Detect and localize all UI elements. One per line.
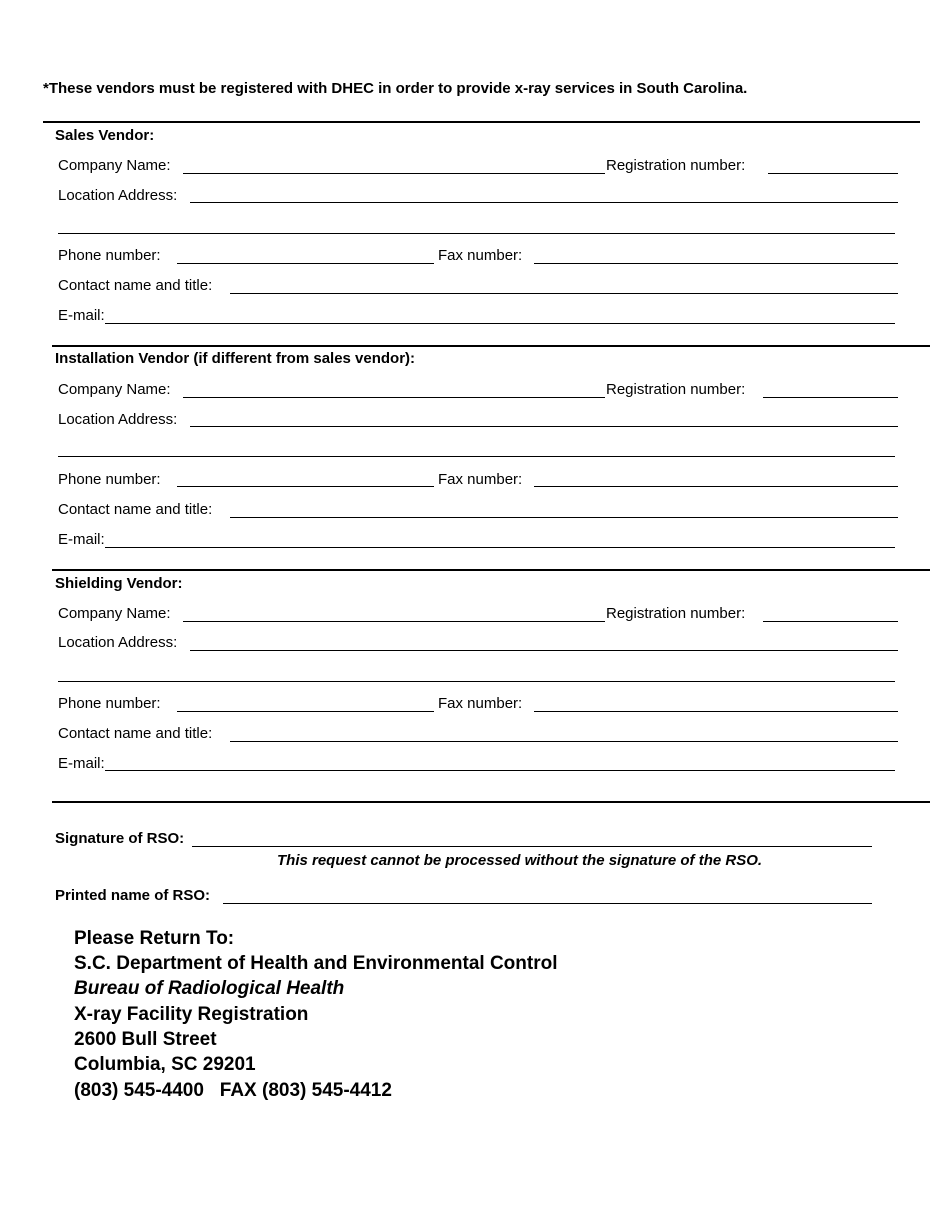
shielding-registration-number-label: Registration number: — [606, 605, 746, 622]
rso-printed-name-label: Printed name of RSO: — [55, 887, 211, 904]
shielding-phone-number-field[interactable] — [177, 711, 434, 712]
installation-fax-number-field[interactable] — [534, 486, 898, 487]
shielding-vendor-title: Shielding Vendor: — [55, 575, 183, 592]
section-divider — [52, 345, 930, 347]
sales-fax-number-label: Fax number: — [438, 247, 523, 264]
shielding-company-name-field[interactable] — [183, 621, 605, 622]
sales-location-address-field-line2[interactable] — [58, 233, 895, 234]
installation-company-name-label: Company Name: — [58, 381, 171, 398]
signature-requirement-note: This request cannot be processed without the signature of the RSO. — [277, 852, 763, 869]
shielding-contact-name-label: Contact name and title: — [58, 725, 213, 742]
installation-location-address-field-line2[interactable] — [58, 456, 895, 457]
section-divider — [52, 801, 930, 803]
return-bureau: Bureau of Radiological Health — [74, 978, 345, 999]
sales-phone-number-field[interactable] — [177, 263, 434, 264]
return-unit: X-ray Facility Registration — [74, 1004, 309, 1025]
shielding-registration-number-field[interactable] — [763, 621, 898, 622]
shielding-company-name-label: Company Name: — [58, 605, 171, 622]
installation-vendor-title: Installation Vendor (if different from sales vendor): — [55, 350, 416, 367]
installation-phone-number-label: Phone number: — [58, 471, 161, 488]
shielding-location-address-label: Location Address: — [58, 634, 178, 651]
installation-registration-number-field[interactable] — [763, 397, 898, 398]
installation-email-field[interactable] — [105, 547, 895, 548]
sales-contact-name-label: Contact name and title: — [58, 277, 213, 294]
sales-fax-number-field[interactable] — [534, 263, 898, 264]
return-street: 2600 Bull Street — [74, 1029, 217, 1050]
sales-registration-number-label: Registration number: — [606, 157, 746, 174]
installation-company-name-field[interactable] — [183, 397, 605, 398]
sales-email-label: E-mail: — [58, 307, 105, 324]
shielding-email-label: E-mail: — [58, 755, 105, 772]
installation-phone-number-field[interactable] — [177, 486, 434, 487]
shielding-fax-number-field[interactable] — [534, 711, 898, 712]
sales-phone-number-label: Phone number: — [58, 247, 161, 264]
rso-printed-name-field[interactable] — [223, 903, 872, 904]
registration-notice: *These vendors must be registered with DHEC in order to provide x-ray services in South Carolina. — [43, 80, 748, 97]
shielding-location-address-field-line2[interactable] — [58, 681, 895, 682]
installation-location-address-field[interactable] — [190, 426, 898, 427]
shielding-fax-number-label: Fax number: — [438, 695, 523, 712]
sales-company-name-label: Company Name: — [58, 157, 171, 174]
return-phone-fax: (803) 545-4400 FAX (803) 545-4412 — [74, 1080, 392, 1101]
installation-location-address-label: Location Address: — [58, 411, 178, 428]
shielding-contact-name-field[interactable] — [230, 741, 898, 742]
installation-contact-name-label: Contact name and title: — [58, 501, 213, 518]
sales-location-address-label: Location Address: — [58, 187, 178, 204]
sales-registration-number-field[interactable] — [768, 173, 898, 174]
return-heading: Please Return To: — [74, 928, 235, 949]
installation-fax-number-label: Fax number: — [438, 471, 523, 488]
sales-location-address-field[interactable] — [190, 202, 898, 203]
section-divider — [43, 121, 920, 123]
installation-email-label: E-mail: — [58, 531, 105, 548]
sales-email-field[interactable] — [105, 323, 895, 324]
shielding-email-field[interactable] — [105, 770, 895, 771]
installation-registration-number-label: Registration number: — [606, 381, 746, 398]
sales-vendor-title: Sales Vendor: — [55, 127, 155, 144]
shielding-phone-number-label: Phone number: — [58, 695, 161, 712]
shielding-location-address-field[interactable] — [190, 650, 898, 651]
rso-signature-field[interactable] — [192, 846, 872, 847]
sales-company-name-field[interactable] — [183, 173, 605, 174]
section-divider — [52, 569, 930, 571]
rso-signature-label: Signature of RSO: — [55, 830, 185, 847]
installation-contact-name-field[interactable] — [230, 517, 898, 518]
return-organization: S.C. Department of Health and Environmental Control — [74, 953, 558, 974]
return-city: Columbia, SC 29201 — [74, 1054, 256, 1075]
sales-contact-name-field[interactable] — [230, 293, 898, 294]
